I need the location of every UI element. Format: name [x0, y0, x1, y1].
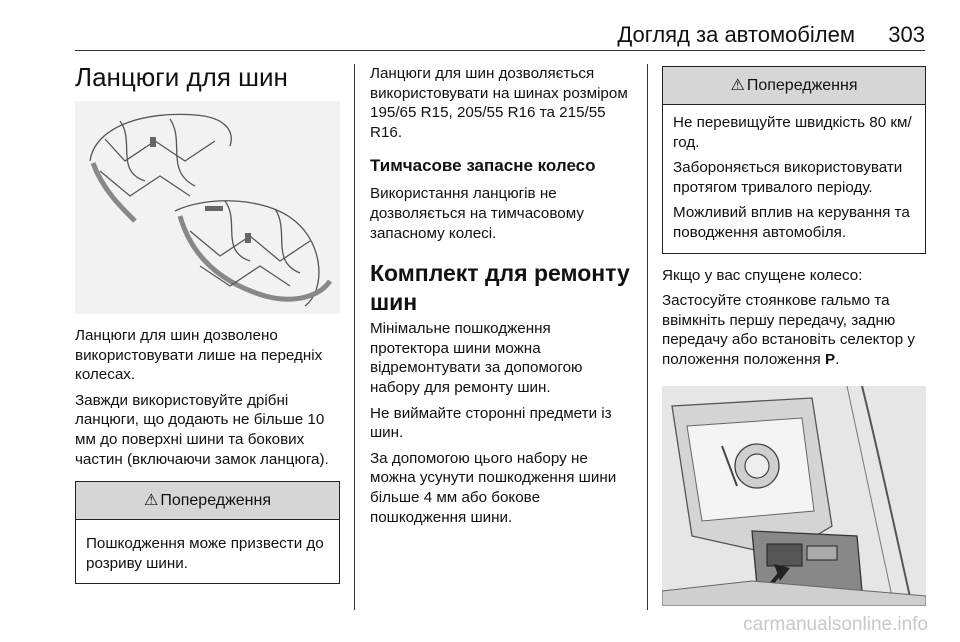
warning-handling: Можливий вплив на керування та поводження автомобіля.: [673, 204, 910, 241]
warning-body: [663, 105, 925, 253]
warning-box-1: [75, 481, 340, 584]
column-3: [662, 62, 926, 606]
warning-header: [76, 482, 339, 520]
warning-title: Попередження: [746, 77, 858, 94]
para-parking-brake-text: Застосуйте стоянкове гальмо та ввімкніть першу передачу, задню передачу або встановіть селектор у положення положення: [662, 292, 915, 368]
warning-speed-limit: Не перевищуйте швидкість 80 км/год.: [673, 114, 912, 151]
para-chains-front-only: Ланцюги для шин дозволено використовувати лише на передніх колесах.: [75, 327, 323, 384]
column-divider-2: [647, 64, 648, 610]
selector-p: P: [824, 350, 836, 368]
page-header: [75, 18, 925, 48]
warning-body: [76, 520, 339, 583]
subtitle-temp-spare: Тимчасове запасне колесо: [370, 156, 596, 176]
para-repair-kit-intro: Мінімальне пошкодження протектора шини можна відремонтувати за допомогою набору для ремонту шин.: [370, 320, 583, 396]
column-2: [370, 64, 632, 527]
para-parking-brake: [662, 291, 926, 369]
para-temp-spare: Використання ланцюгів не дозволяється на тимчасовому запасному колесі.: [370, 185, 584, 242]
para-repair-limits: За допомогою цього набору не можна усунути пошкодження шини більше 4 мм або бокове пошкодження шини.: [370, 449, 617, 526]
column-divider-1: [354, 64, 355, 610]
warning-no-long-use: Забороняється використовувати протягом тривалого періоду.: [673, 159, 903, 196]
warning-icon: ⚠: [730, 77, 745, 94]
para-fine-chains: Завжди використовуйте дрібні ланцюги, що додають не більше 10 мм до поверхні шини та бокових частин (включаючи замок ланцюга).: [75, 391, 329, 468]
repair-kit-location-illustration: [662, 386, 926, 606]
page-number: 303: [888, 22, 925, 47]
trunk-compartment-drawing: [662, 386, 926, 606]
tire-chains-illustration: [75, 101, 340, 314]
warning-title: Попередження: [160, 492, 272, 510]
header-title: Догляд за автомобілем: [617, 22, 855, 47]
para-tire-sizes: Ланцюги для шин дозволяється використовувати на шинах розміром 195/65 R15, 205/55 R16 та 215/55 R16.: [370, 65, 628, 141]
para-parking-brake-end: .: [835, 350, 840, 368]
header-rule: [75, 50, 925, 51]
warning-box-2: [662, 66, 926, 254]
column-1: [75, 62, 340, 584]
section-title-tire-chains: Ланцюги для шин: [75, 62, 288, 92]
para-flat-tire: Якщо у вас спущене колесо:: [662, 266, 863, 284]
warning-header: [663, 67, 925, 105]
para-no-remove-objects: Не виймайте сторонні предмети із шин.: [370, 404, 612, 442]
warning-icon: ⚠: [143, 492, 159, 510]
tire-chains-drawing: [75, 101, 340, 314]
section-title-repair-kit: Комплект для ремонту шин: [370, 260, 630, 316]
warning-text: Пошкодження може призвести до розриву шини.: [86, 535, 324, 572]
watermark: carmanualsonline.info: [743, 614, 928, 635]
